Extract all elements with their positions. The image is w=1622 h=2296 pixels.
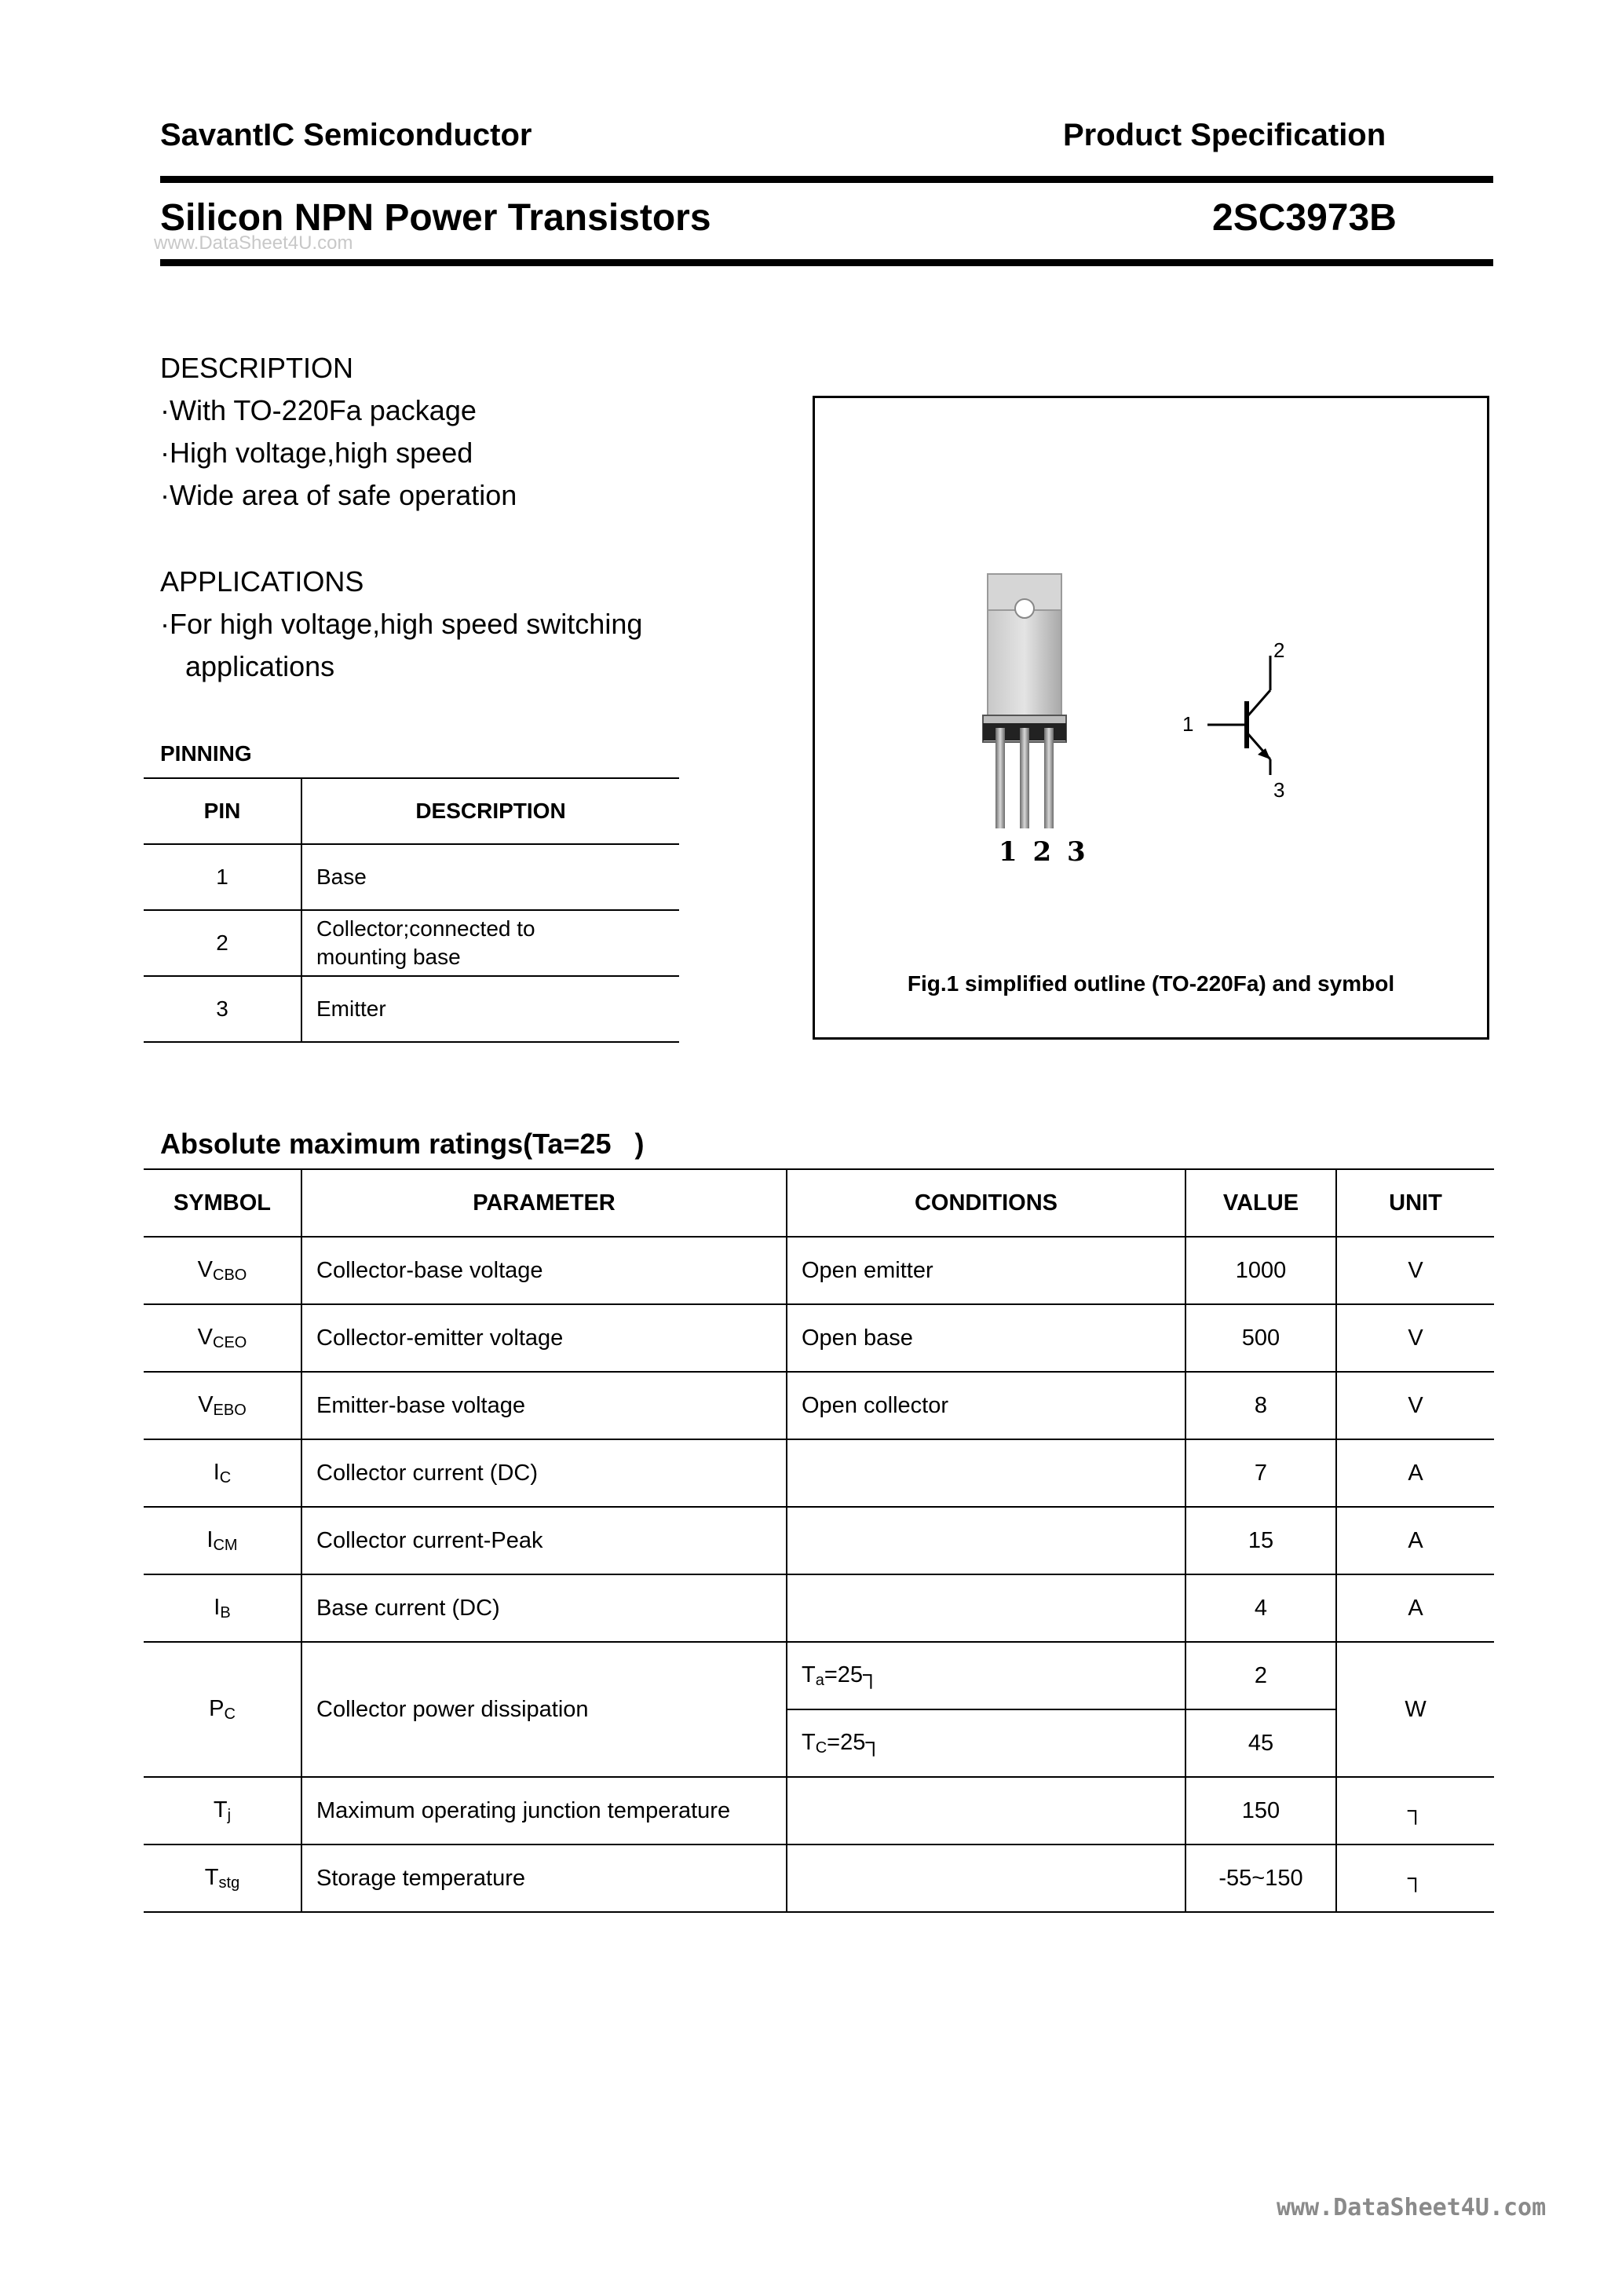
product-line: Silicon NPN Power Transistors [160,197,711,239]
description-item: ·Wide area of safe operation [160,479,517,511]
rating-value: 15 [1185,1507,1336,1574]
condition-subscript: a [815,1671,824,1689]
symbol-subscript: CEO [213,1333,247,1351]
pin-description: Base [301,844,679,910]
rating-symbol [144,1574,301,1642]
package-pin-labels: 1 2 3 [999,836,1089,868]
rating-condition: Open emitter [787,1237,1185,1304]
company-name: SavantIC Semiconductor [160,118,532,152]
rating-condition [787,1709,1185,1777]
rating-symbol [144,1507,301,1574]
symbol-pin-2: 2 [1273,638,1285,662]
table-header-row [144,778,679,844]
table-row [144,1777,1494,1844]
rating-unit: A [1336,1439,1494,1507]
symbol-letter: T [213,1797,228,1823]
npn-transistor-symbol [1176,634,1317,814]
symbol-letter: I [214,1594,221,1620]
symbol-subscript: C [224,1705,236,1723]
table-row [144,844,679,910]
col-header-symbol: SYMBOL [144,1169,301,1237]
description-item: ·High voltage,high speed [160,437,473,469]
rating-parameter: Collector current (DC) [301,1439,787,1507]
rating-symbol [144,1372,301,1439]
rating-symbol [144,1304,301,1372]
rating-condition: Open base [787,1304,1185,1372]
symbol-letter: I [213,1459,220,1485]
pin-description: Emitter [301,976,679,1042]
col-header-parameter: PARAMETER [301,1169,787,1237]
rating-unit: W [1336,1642,1494,1777]
pin-number: 3 [144,976,301,1042]
pinning-table [144,777,679,1043]
rating-condition [787,1844,1185,1912]
rating-symbol [144,1844,301,1912]
rating-parameter: Storage temperature [301,1844,787,1912]
rating-value: 8 [1185,1372,1336,1439]
condition-value: =25┐ [824,1662,879,1687]
description-title: DESCRIPTION [160,352,354,384]
condition-subscript: C [815,1738,827,1757]
table-row [144,1372,1494,1439]
symbol-letter: V [197,1324,213,1350]
symbol-subscript: j [227,1806,232,1824]
ratings-table [144,1168,1494,1913]
symbol-pin-3: 3 [1273,778,1285,802]
symbol-pin-1: 1 [1182,712,1194,736]
symbol-subscript: B [220,1603,231,1621]
condition-value: =25┐ [827,1729,882,1755]
rating-unit: V [1336,1372,1494,1439]
rating-parameter: Base current (DC) [301,1574,787,1642]
table-row [144,1844,1494,1912]
header-rule-bottom [160,259,1493,266]
col-header-unit: UNIT [1336,1169,1494,1237]
table-row [144,1642,1494,1709]
col-header-value: VALUE [1185,1169,1336,1237]
rating-unit: A [1336,1507,1494,1574]
watermark-small: www.DataSheet4U.com [154,232,353,254]
rating-condition [787,1507,1185,1574]
rating-parameter: Collector-emitter voltage [301,1304,787,1372]
rating-symbol [144,1237,301,1304]
doc-type: Product Specification [1063,118,1386,152]
pin-number: 2 [144,910,301,976]
symbol-subscript: EBO [213,1401,247,1419]
pin-description-line1: Collector;connected to [316,916,535,941]
col-header-conditions: CONDITIONS [787,1169,1185,1237]
rating-parameter: Collector power dissipation [301,1642,787,1777]
rating-value: 45 [1185,1709,1336,1777]
symbol-letter: V [198,1391,214,1417]
symbol-letter: T [204,1864,219,1890]
rating-unit: V [1336,1237,1494,1304]
rating-symbol [144,1439,301,1507]
rating-symbol [144,1777,301,1844]
rating-unit: A [1336,1574,1494,1642]
rating-value: 2 [1185,1642,1336,1709]
rating-value: 7 [1185,1439,1336,1507]
rating-value: 4 [1185,1574,1336,1642]
header-rule-top [160,176,1493,183]
rating-value: 150 [1185,1777,1336,1844]
symbol-letter: V [197,1256,213,1282]
rating-value: -55~150 [1185,1844,1336,1912]
rating-condition: Open collector [787,1372,1185,1439]
table-row [144,1507,1494,1574]
symbol-subscript: CBO [213,1266,247,1284]
condition-symbol: T [802,1729,816,1755]
rating-condition [787,1439,1185,1507]
rating-parameter: Collector-base voltage [301,1237,787,1304]
table-row [144,1304,1494,1372]
table-row [144,1237,1494,1304]
applications-item-cont: applications [185,650,335,682]
rating-condition [787,1574,1185,1642]
description-item: ·With TO-220Fa package [160,394,477,426]
ratings-title: Absolute maximum ratings(Ta=25 ) [160,1128,645,1160]
applications-item: ·For high voltage,high speed switching [160,608,643,640]
figure-caption: Fig.1 simplified outline (TO-220Fa) and symbol [907,971,1395,996]
pin-description [301,910,679,976]
symbol-subscript: stg [218,1874,240,1892]
rating-value: 500 [1185,1304,1336,1372]
figure-box [813,396,1489,1040]
package-outline-image [972,571,1082,838]
table-row [144,910,679,976]
table-header-row [144,1169,1494,1237]
pin-description-line2: mounting base [316,945,461,969]
col-header-description: DESCRIPTION [301,778,679,844]
footer-watermark-link[interactable]: www.DataSheet4U.com [1277,2194,1547,2221]
rating-parameter: Emitter-base voltage [301,1372,787,1439]
symbol-letter: P [209,1695,225,1721]
rating-unit: V [1336,1304,1494,1372]
rating-condition [787,1777,1185,1844]
rating-unit: ┐ [1336,1844,1494,1912]
rating-symbol [144,1642,301,1777]
rating-parameter: Maximum operating junction temperature [301,1777,787,1844]
rating-value: 1000 [1185,1237,1336,1304]
symbol-subscript: CM [213,1536,238,1554]
col-header-pin: PIN [144,778,301,844]
rating-condition [787,1642,1185,1709]
pin-number: 1 [144,844,301,910]
table-row [144,1574,1494,1642]
table-row [144,1439,1494,1507]
pinning-title: PINNING [160,741,252,766]
condition-symbol: T [802,1662,816,1687]
rating-unit: ┐ [1336,1777,1494,1844]
symbol-letter: I [206,1526,214,1552]
part-number: 2SC3973B [1212,197,1397,239]
symbol-subscript: C [219,1468,232,1486]
table-row [144,976,679,1042]
applications-title: APPLICATIONS [160,565,364,598]
rating-parameter: Collector current-Peak [301,1507,787,1574]
